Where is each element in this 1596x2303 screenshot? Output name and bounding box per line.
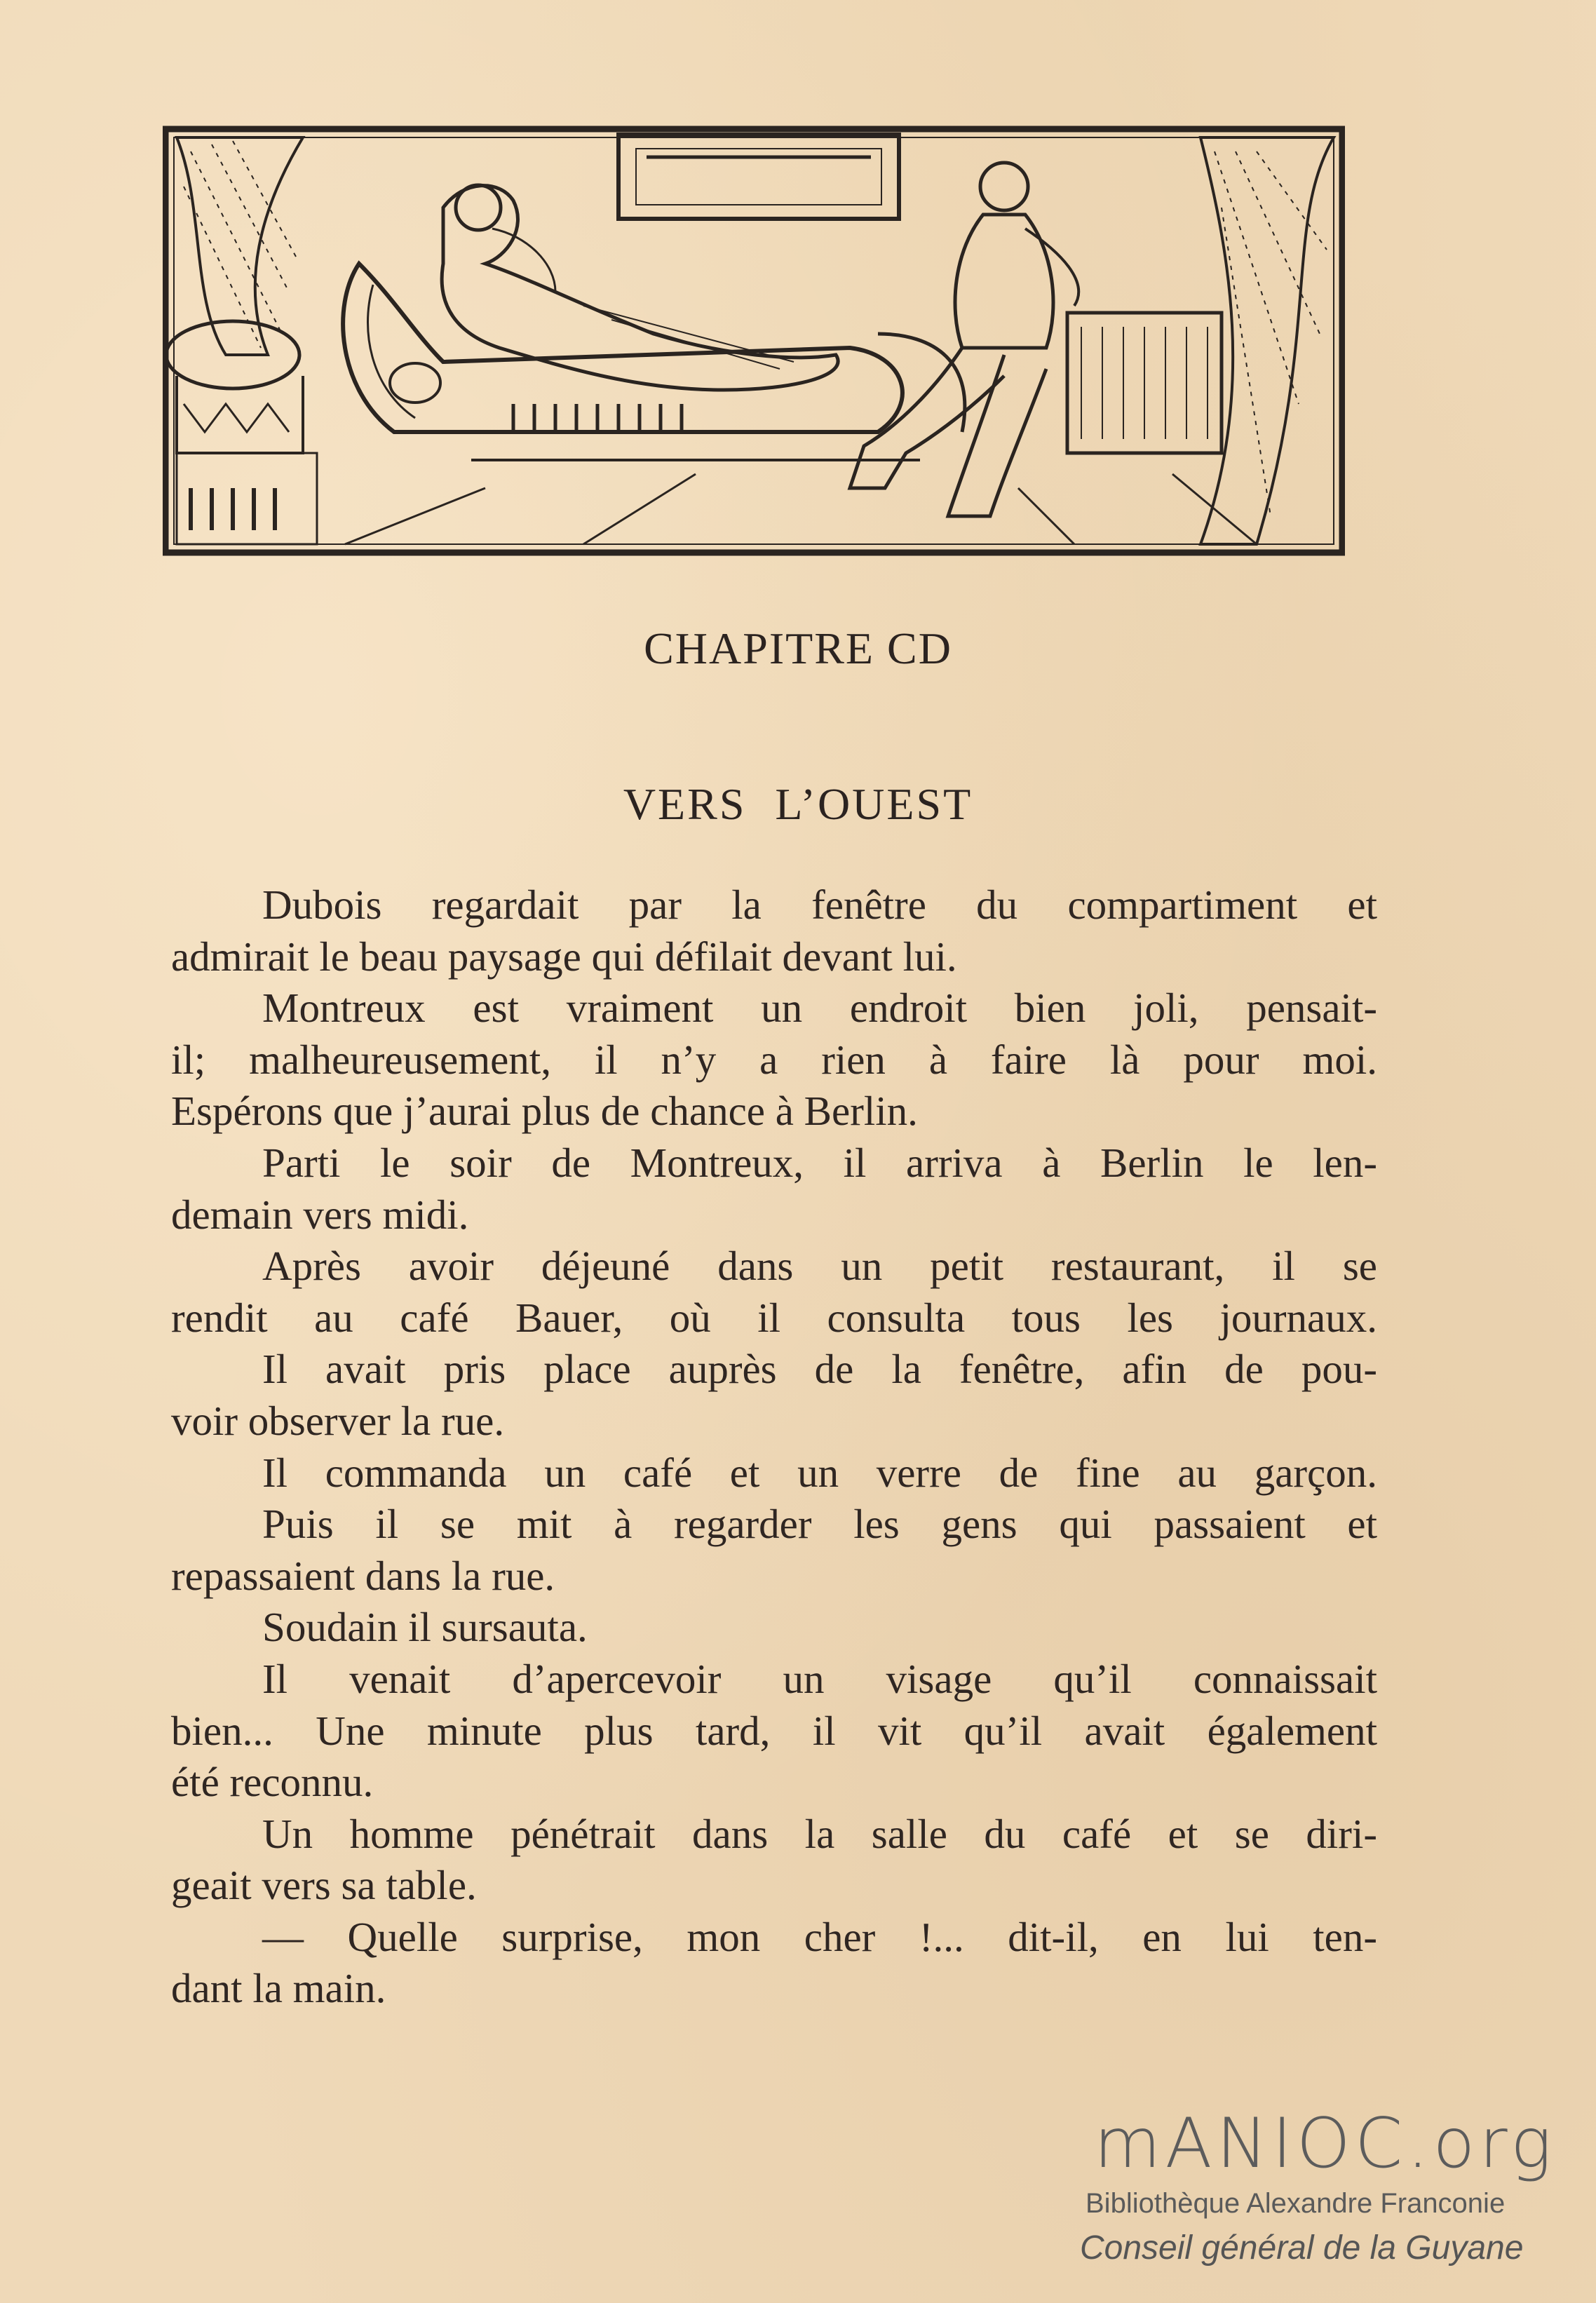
text-line: Il avait pris place auprès de la fenêtre, afin de pou- — [262, 1346, 1377, 1393]
chapter-illustration — [163, 123, 1345, 558]
text-line: dant la main. — [171, 1965, 386, 2012]
text-line: bien... Une minute plus tard, il vit qu’il avait également — [171, 1707, 1377, 1754]
text-line: Soudain il sursauta. — [262, 1604, 588, 1651]
chapter-number: CHAPITRE CD — [644, 623, 952, 673]
text-line: voir observer la rue. — [171, 1397, 505, 1444]
text-line: geait vers sa table. — [171, 1862, 477, 1909]
chapter-body — [171, 879, 1377, 2015]
text-line: il; malheureusement, il n’y a rien à faire là pour moi. — [171, 1036, 1377, 1083]
text-line: Espérons que j’aurai plus de chance à Berlin. — [171, 1088, 918, 1135]
text-line: été reconnu. — [171, 1759, 374, 1806]
text-line: demain vers midi. — [171, 1191, 469, 1238]
text-line: rendit au café Bauer, où il consulta tous les journaux. — [171, 1294, 1377, 1341]
engraving-icon — [163, 123, 1345, 558]
text-line: Il commanda un café et un verre de fine au garçon. — [262, 1449, 1377, 1496]
text-line: Après avoir déjeuné dans un petit restaurant, il se — [262, 1243, 1377, 1290]
text-line: Parti le soir de Montreux, il arriva à Berlin le len- — [262, 1139, 1377, 1186]
chapter-title: VERS L’OUEST — [623, 779, 973, 829]
text-line: — Quelle surprise, mon cher !... dit-il, en lui ten- — [262, 1913, 1377, 1960]
text-line: admirait le beau paysage qui défilait devant lui. — [171, 933, 957, 980]
library-name: Bibliothèque Alexandre Franconie — [1086, 2188, 1506, 2219]
manioc-logo: mANIOC.org — [1094, 2104, 1556, 2184]
council-name: Conseil général de la Guyane — [1080, 2229, 1524, 2267]
text-line: Dubois regardait par la fenêtre du compartiment et — [262, 882, 1377, 928]
text-line: Montreux est vraiment un endroit bien joli, pensait- — [262, 985, 1377, 1032]
text-line: repassaient dans la rue. — [171, 1552, 555, 1599]
text-line: Puis il se mit à regarder les gens qui passaient et — [262, 1501, 1377, 1548]
text-line: Il venait d’apercevoir un visage qu’il connaissait — [262, 1655, 1377, 1702]
text-line: Un homme pénétrait dans la salle du café et se diri- — [262, 1810, 1377, 1857]
